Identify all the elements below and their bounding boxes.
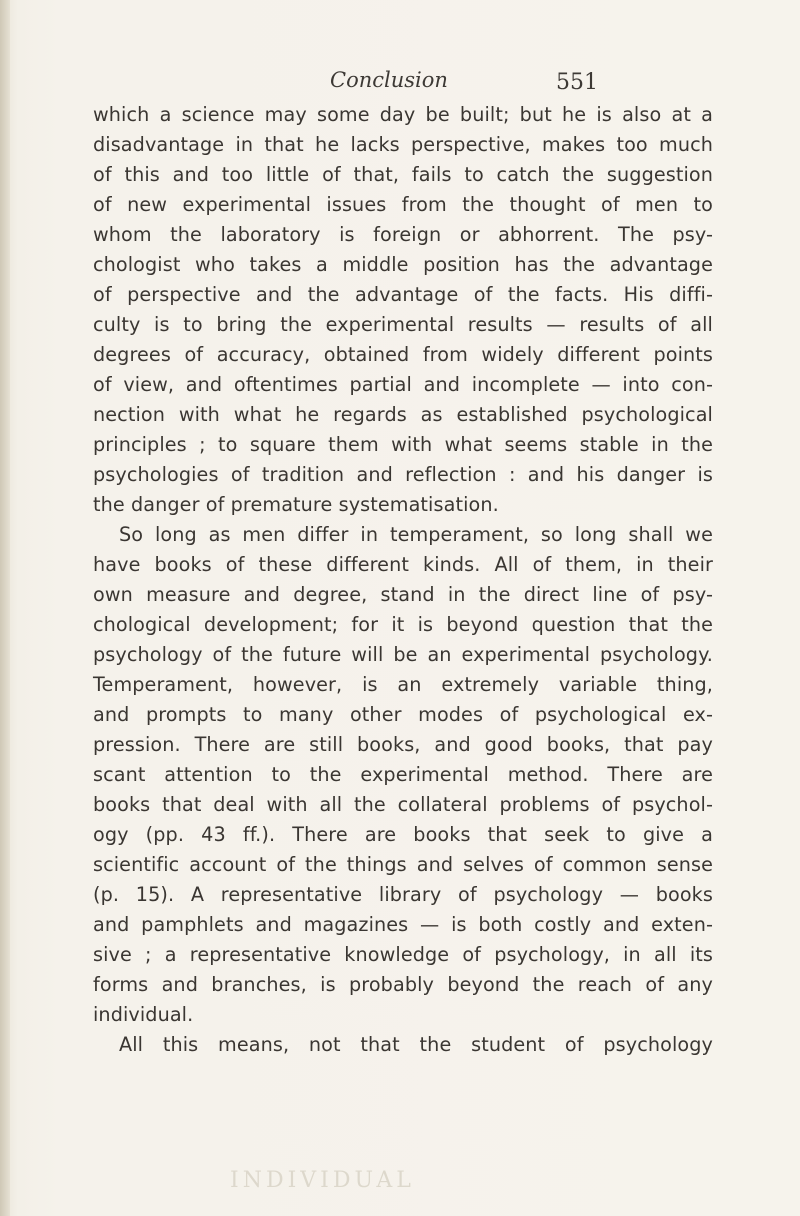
- text-line: psychology of the future will be an experimental psychology.: [93, 643, 713, 666]
- text-line: have books of these different kinds. All of them, in their: [93, 553, 713, 576]
- text-line: nection with what he regards as established psychological: [93, 403, 713, 426]
- text-line: scientific account of the things and selves of common sense: [93, 853, 713, 876]
- text-line: of this and too little of that, fails to catch the suggestion: [93, 163, 713, 186]
- binding-edge: [0, 0, 10, 1216]
- text-line: books that deal with all the collateral problems of psychol-: [93, 793, 713, 816]
- text-line: of perspective and the advantage of the facts. His diffi-: [93, 283, 713, 306]
- text-line: which a science may some day be built; but he is also at a: [93, 103, 713, 126]
- text-line: principles ; to square them with what seems stable in the: [93, 433, 713, 456]
- bleed-through-text: INDIVIDUAL: [230, 1168, 415, 1193]
- text-line: of view, and oftentimes partial and incomplete — into con-: [93, 373, 713, 396]
- text-line: disadvantage in that he lacks perspective, makes too much: [93, 133, 713, 156]
- page-number: 551: [556, 70, 598, 95]
- text-line: the danger of premature systematisation.: [93, 493, 499, 516]
- running-head: [0, 62, 800, 102]
- text-line: degrees of accuracy, obtained from widely different points: [93, 343, 713, 366]
- text-line: pression. There are still books, and good books, that pay: [93, 733, 713, 756]
- text-line: chologist who takes a middle position has the advantage: [93, 253, 713, 276]
- text-line: whom the laboratory is foreign or abhorrent. The psy-: [93, 223, 713, 246]
- running-title: Conclusion: [330, 68, 448, 92]
- text-line: (p. 15). A representative library of psychology — books: [93, 883, 713, 906]
- body-text: [93, 100, 713, 1060]
- text-line: forms and branches, is probably beyond the reach of any: [93, 973, 713, 996]
- text-line: psychologies of tradition and reflection : and his danger is: [93, 463, 713, 486]
- text-line: and pamphlets and magazines — is both costly and exten-: [93, 913, 713, 936]
- text-line: culty is to bring the experimental results — results of all: [93, 313, 713, 336]
- text-line: own measure and degree, stand in the direct line of psy-: [93, 583, 713, 606]
- text-line: and prompts to many other modes of psychological ex-: [93, 703, 713, 726]
- text-line: ogy (pp. 43 ff.). There are books that seek to give a: [93, 823, 713, 846]
- text-line: Temperament, however, is an extremely variable thing,: [93, 673, 713, 696]
- paragraph-start-line: All this means, not that the student of psychology: [119, 1033, 713, 1056]
- text-line: chological development; for it is beyond question that the: [93, 613, 713, 636]
- text-line: of new experimental issues from the thought of men to: [93, 193, 713, 216]
- text-line: sive ; a representative knowledge of psychology, in all its: [93, 943, 713, 966]
- paragraph-start-line: So long as men differ in temperament, so long shall we: [119, 523, 713, 546]
- text-line: individual.: [93, 1003, 194, 1026]
- text-line: scant attention to the experimental method. There are: [93, 763, 713, 786]
